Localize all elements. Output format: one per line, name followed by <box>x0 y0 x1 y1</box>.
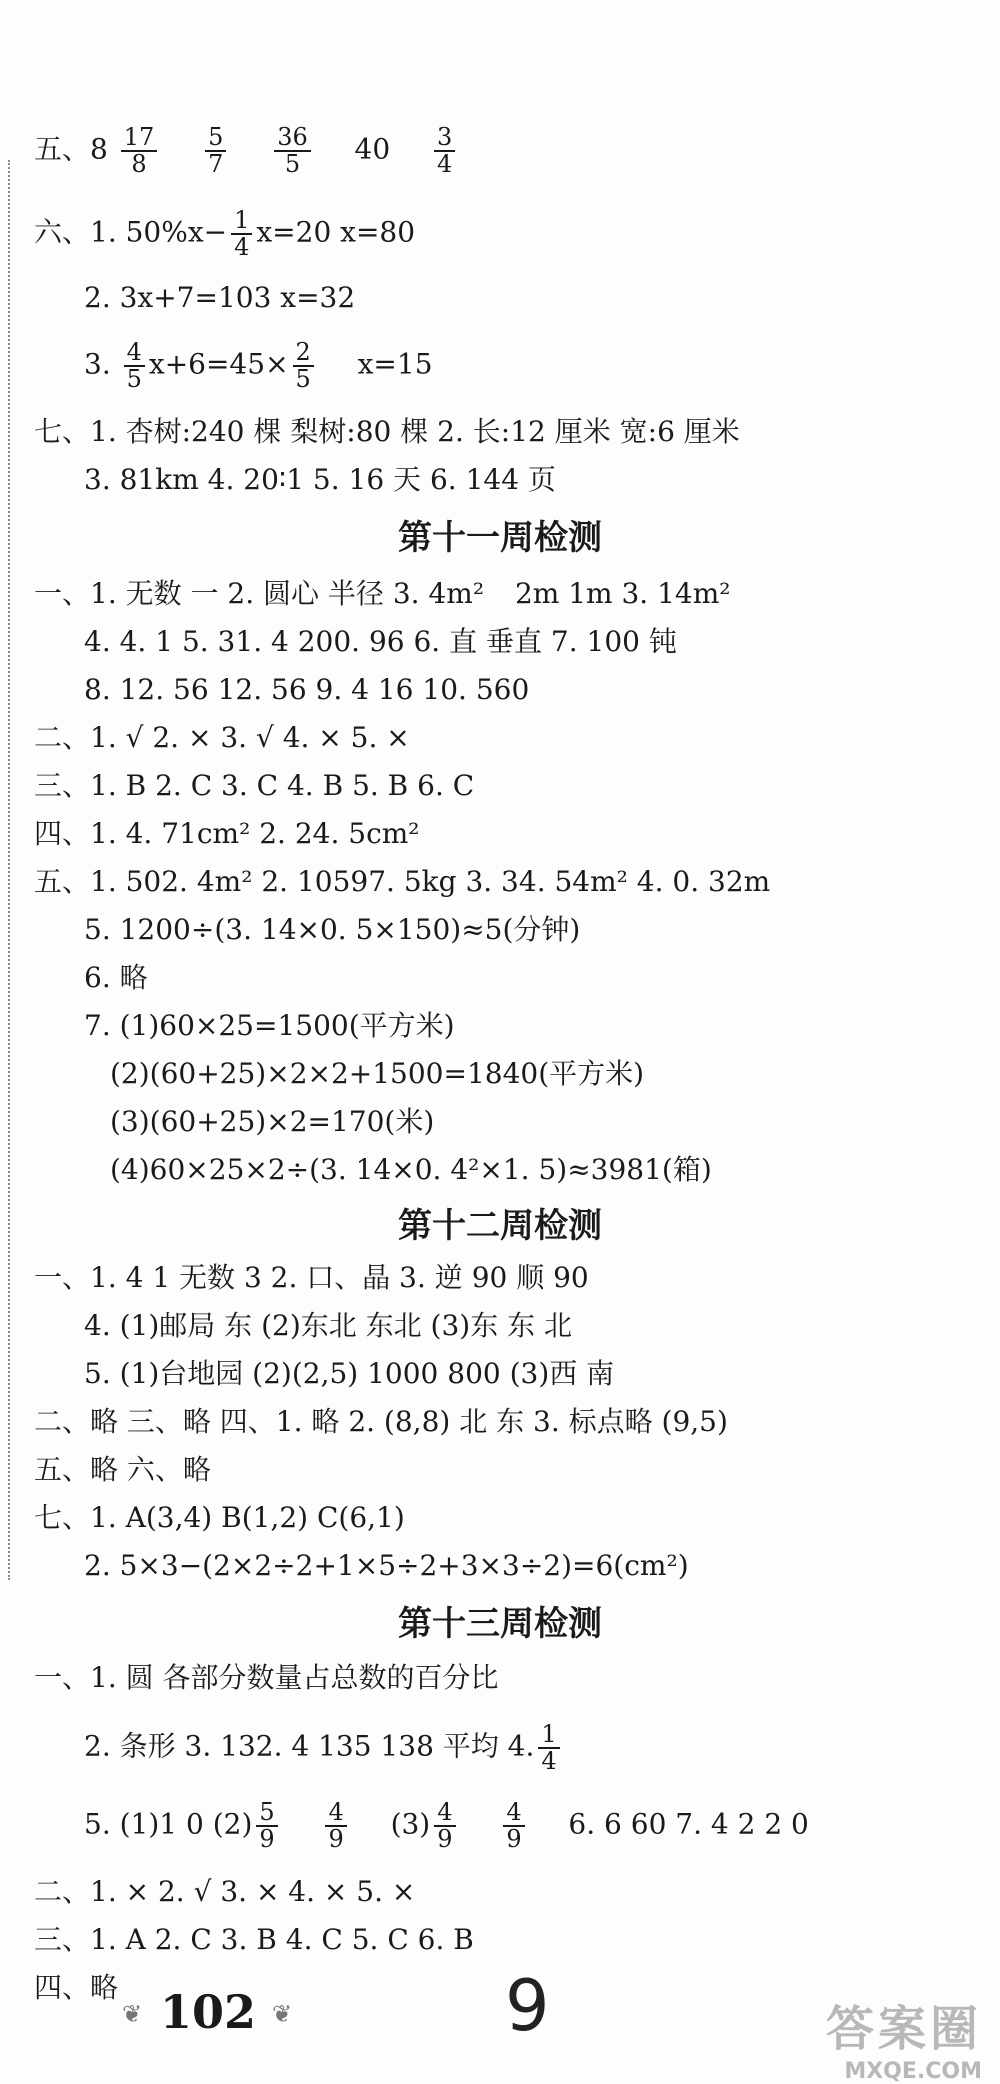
w11-line-5e: (2)(60+25)×2×2+1500=1840(平方米) <box>110 1057 645 1090</box>
w11-line-1b: 4. 4. 1 5. 31. 4 200. 96 6. 直 垂直 7. 100 钝 <box>84 625 677 658</box>
answer-line-7b: 3. 81km 4. 20∶1 5. 16 天 6. 144 页 <box>84 463 556 496</box>
equation-part: 3. <box>84 347 111 381</box>
fraction: $\frac{36}{5}$ <box>274 125 311 177</box>
fraction: $\frac{4}{5}$ <box>124 340 145 392</box>
w11-line-5d: 7. (1)60×25=1500(平方米) <box>84 1009 455 1042</box>
text: (3) <box>390 1807 431 1841</box>
answer-line-5 <box>34 125 459 177</box>
binding-margin-line <box>8 160 10 1580</box>
w12-line-1c: 5. (1)台地园 (2)(2,5) 1000 800 (3)西 南 <box>84 1357 615 1390</box>
w11-line-3: 三、1. B 2. C 3. C 4. B 5. B 6. C <box>34 769 475 802</box>
section-heading-week12: 第十二周检测 <box>398 1206 602 1246</box>
w11-line-5c: 6. 略 <box>84 961 148 994</box>
item-label: 五、8 <box>34 132 108 166</box>
text: 一、1. 无数 一 2. 圆心 半径 3. 4m² <box>34 577 493 610</box>
right-ornament-icon: ❦ <box>272 2000 293 2028</box>
left-ornament-icon: ❦ <box>122 2000 143 2028</box>
equation-part: x=15 <box>357 347 433 381</box>
w13-line-2: 二、1. × 2. √ 3. × 4. × 5. × <box>34 1875 416 1908</box>
w13-line-3: 三、1. A 2. C 3. B 4. C 5. C 6. B <box>34 1923 474 1956</box>
fraction: $\frac{1}{4}$ <box>538 1722 559 1774</box>
w11-line-5a: 五、1. 502. 4m² 2. 10597. 5kg 3. 34. 54m² 4. 0. 32m <box>34 865 771 898</box>
equation-part: x+6=45× <box>148 347 289 381</box>
fraction: $\frac{5}{7}$ <box>205 125 226 177</box>
fraction: $\frac{5}{9}$ <box>256 1800 277 1852</box>
w13-line-1a: 一、1. 圆 各部分数量占总数的百分比 <box>34 1661 499 1694</box>
w12-line-2: 二、略 三、略 四、1. 略 2. (8,8) 北 东 3. 标点略 (9,5) <box>34 1405 728 1438</box>
fraction: $\frac{3}{4}$ <box>434 125 455 177</box>
text: 5. (1)1 0 (2) <box>84 1807 253 1841</box>
answer-line-6 <box>34 208 415 260</box>
w12-line-4a: 七、1. A(3,4) B(1,2) C(6,1) <box>34 1501 405 1534</box>
fraction: $\frac{4}{9}$ <box>325 1800 346 1852</box>
fraction: $\frac{1}{4}$ <box>231 208 252 260</box>
w12-line-1a: 一、1. 4 1 无数 3 2. 口、晶 3. 逆 90 顺 90 <box>34 1261 589 1294</box>
watermark-url: MXQE.COM <box>844 2059 982 2084</box>
watermark-logo: 答案圈 <box>825 2001 982 2057</box>
handwritten-mark: 9 <box>505 1965 550 2047</box>
text: 2m 1m 3. 14m² <box>514 577 731 610</box>
fraction: $\frac{4}{9}$ <box>503 1800 524 1852</box>
equation-part: 六、1. 50%x− <box>34 215 228 249</box>
w13-line-4: 四、略 <box>34 1971 119 2004</box>
fraction: $\frac{2}{5}$ <box>293 340 314 392</box>
fraction: $\frac{17}{8}$ <box>121 125 158 177</box>
text: 2. 条形 3. 132. 4 135 138 平均 4. <box>84 1729 535 1763</box>
w13-line-1b <box>84 1722 564 1774</box>
value: 40 <box>354 132 391 166</box>
w11-line-4: 四、1. 4. 71cm² 2. 24. 5cm² <box>34 817 420 850</box>
w11-line-5b: 5. 1200÷(3. 14×0. 5×150)≈5(分钟) <box>84 913 581 946</box>
w12-line-3: 五、略 六、略 <box>34 1453 211 1486</box>
w12-line-1b: 4. (1)邮局 东 (2)东北 东北 (3)东 东 北 <box>84 1309 573 1342</box>
w11-line-2: 二、1. √ 2. × 3. √ 4. × 5. × <box>34 721 410 754</box>
answer-line-6-3 <box>84 340 433 392</box>
answer-line-6-2: 2. 3x+7=103 x=32 <box>84 281 356 314</box>
section-heading-week13: 第十三周检测 <box>398 1604 602 1644</box>
equation-part: x=20 x=80 <box>256 215 416 249</box>
text: 6. 6 60 7. 4 2 2 0 <box>568 1807 809 1841</box>
w12-line-4b: 2. 5×3−(2×2÷2+1×5÷2+3×3÷2)=6(cm²) <box>84 1549 689 1582</box>
page-number: 102 <box>160 1985 257 2039</box>
watermark <box>826 1990 982 2084</box>
w13-line-1c <box>84 1800 809 1852</box>
w11-line-1a <box>34 574 731 614</box>
section-heading-week11: 第十一周检测 <box>398 518 602 558</box>
w11-line-5g: (4)60×25×2÷(3. 14×0. 4²×1. 5)≈3981(箱) <box>110 1153 712 1186</box>
answer-line-7a: 七、1. 杏树:240 棵 梨树:80 棵 2. 长:12 厘米 宽:6 厘米 <box>34 415 740 448</box>
fraction: $\frac{4}{9}$ <box>434 1800 455 1852</box>
w11-line-5f: (3)(60+25)×2=170(米) <box>110 1105 435 1138</box>
w11-line-1c: 8. 12. 56 12. 56 9. 4 16 10. 560 <box>84 673 530 706</box>
